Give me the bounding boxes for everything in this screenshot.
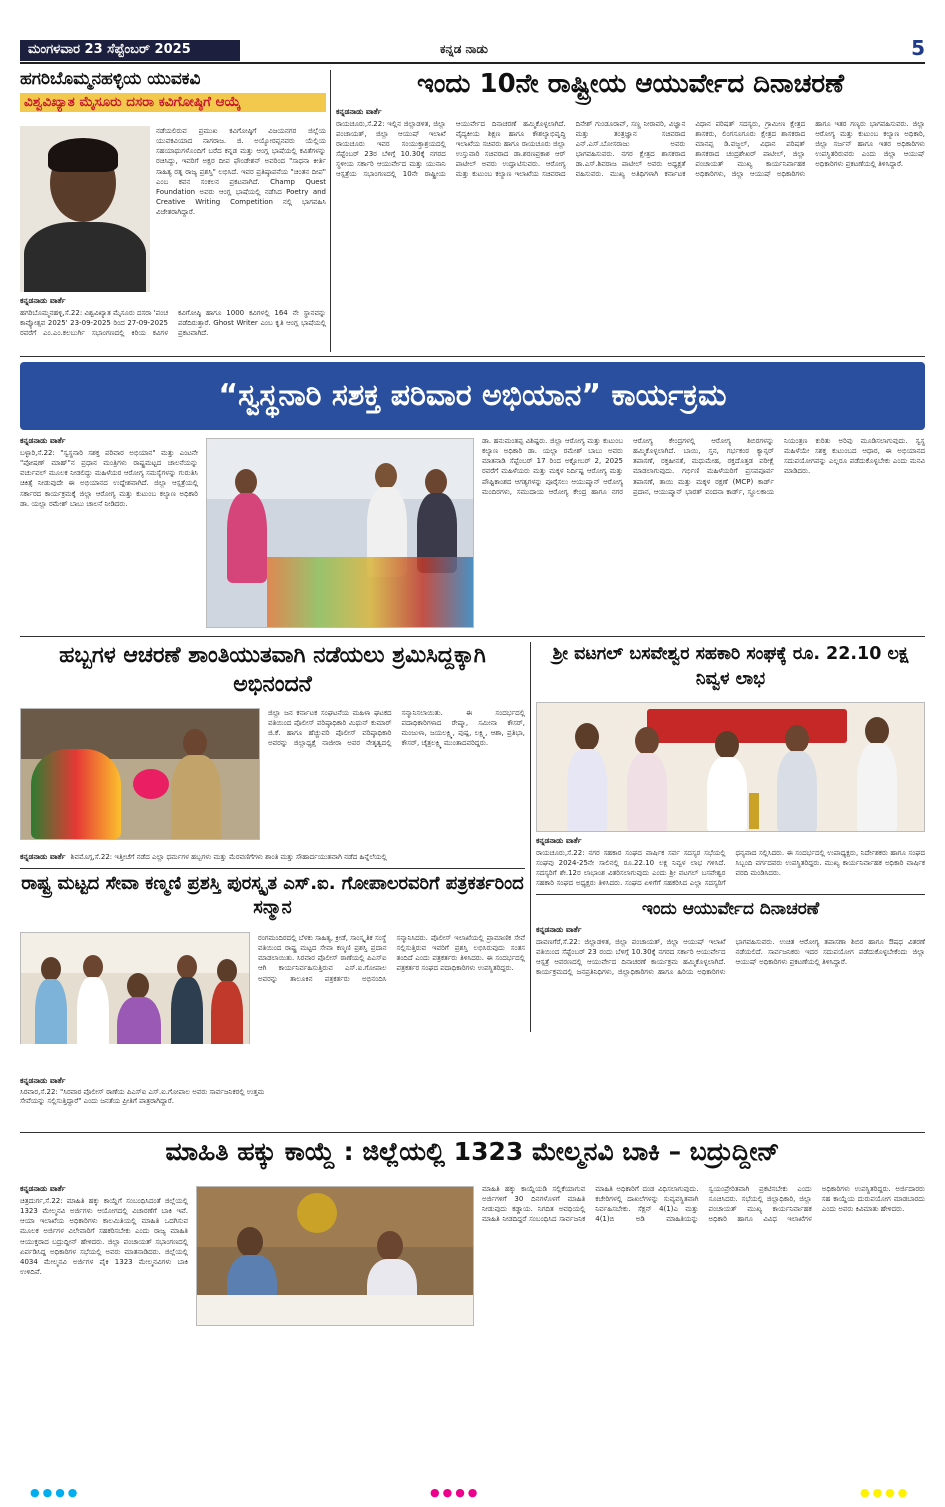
ayurveda-small-headline: ಇಂದು ಆಯುರ್ವೇದ ದಿನಾಚರಣೆ	[641, 900, 820, 919]
story-ayurveda-main	[336, 70, 925, 352]
section-rule	[20, 1132, 925, 1133]
rti-headline: ಮಾಹಿತಿ ಹಕ್ಕು ಕಾಯ್ದೆ : ಜಿಲ್ಲೆಯಲ್ಲಿ 1323 ಮೇಲ್ಮನವಿ ಬಾಕಿ – ಬದ್ರುದ್ದೀನ್	[165, 1138, 780, 1166]
poet-body-bottom: ಹಗರಿಬೊಮ್ಮನಹಳ್ಳಿ,ಸೆ.22: ವಿಶ್ವವಿಖ್ಯಾತ ಮೈಸೂರು ದಸರಾ 'ಪಂಚ ಕಾವ್ಯೋತ್ಸವ 2025' 23-09-2025 ರಿಂದ 27-09-2025 ರವರೆಗೆ ಎಂ.ಎಂ.ಕಲಬುರ್ಗಿ ಸಭಾಂಗಣದಲ್ಲಿ ಕಿರಿಯ ಕವಿಗಳ ಕವಿಗೋಷ್ಠಿ ಹಾಗೂ 1000 ಕವಿಗಳಲ್ಲಿ 164 ನೇ ಸ್ಥಾನವನ್ನು ಪಡೆದಿರುತ್ತಾರೆ. Ghost Writer ಎಂಬ ಕೃತಿ ಆಂಗ್ಲ ಭಾಷೆಯಲ್ಲಿ ಪ್ರಕಟವಾಗಿದೆ.	[20, 309, 326, 338]
swasthanari-headline: “ಸ್ವಸ್ಥನಾರಿ ಸಶಕ್ತ ಪರಿವಾರ ಅಭಿಯಾನ” ಕಾರ್ಯಕ್ರಮ	[218, 378, 727, 413]
ayurveda-small-body: ದಾವಣಗೆರೆ,ಸೆ.22: ಜಿಲ್ಲಾಡಳಿತ, ಜಿಲ್ಲಾ ಪಂಚಾಯತ್, ಜಿಲ್ಲಾ ಆಯುಷ್ ಇಲಾಖೆ ವತಿಯಿಂದ ಸೆಪ್ಟೆಂಬರ್ 23 ರಂದು ಬೆಳಿಗ್ಗೆ 10.30ಕ್ಕೆ ನಗರದ ಸರ್ಕಾರಿ ಆಯುರ್ವೇದ ಆಸ್ಪತ್ರೆ ಆವರಣದಲ್ಲಿ ಆಯುರ್ವೇದ ದಿನಾಚರಣೆ ಕಾರ್ಯಕ್ರಮ ಹಮ್ಮಿಕೊಳ್ಳಲಾಗಿದೆ. ಕಾರ್ಯಕ್ರಮದಲ್ಲಿ ಜನಪ್ರತಿನಿಧಿಗಳು, ಜಿಲ್ಲಾಧಿಕಾರಿಗಳು ಹಾಗೂ ಹಿರಿಯ ಅಧಿಕಾರಿಗಳು ಭಾಗವಹಿಸುವರು. ಉಚಿತ ಆರೋಗ್ಯ ತಪಾಸಣಾ ಶಿಬಿರ ಹಾಗೂ ಔಷಧ ವಿತರಣೆ ನಡೆಯಲಿದೆ. ಸಾರ್ವಜನಿಕರು ಇದರ ಸದುಪಯೋಗ ಪಡೆದುಕೊಳ್ಳಬೇಕೆಂದು ಜಿಲ್ಲಾ ಆಯುಷ್ ಅಧಿಕಾರಿಗಳು ಪ್ರಕಟಣೆಯಲ್ಲಿ ತಿಳಿಸಿದ್ದಾರೆ.	[536, 937, 925, 977]
page-header	[20, 36, 925, 64]
story-ayurveda-small	[536, 900, 925, 1126]
column-rule	[330, 70, 331, 352]
story-poet	[20, 70, 326, 352]
masthead: ಕನ್ನಡ ನಾಡು	[440, 42, 488, 56]
award-felicitation-photo	[20, 932, 250, 1044]
award-caption: ಸಿರವಾರ,ಸೆ.22: "ಸಿರವಾರ ಪೊಲೀಸ್ ಠಾಣೆಯ ಪಿಎಸ್‌ಐ ಎಸ್.ಐ.ಗೋಪಾಲ ಅವರು ಸಾರ್ವಜನಿಕರಲ್ಲಿ ಉತ್ತಮ ಸೇವೆಯನ್ನು ಸಲ್ಲಿಸುತ್ತಿದ್ದಾರೆ" ಎಂದು ಜನತೆಯ ಪ್ರೀತಿಗೆ ಪಾತ್ರರಾಗಿದ್ದಾರೆ.	[20, 1088, 265, 1106]
rti-meeting-photo	[196, 1186, 474, 1326]
rti-body-right: ಮಾಹಿತಿ ಹಕ್ಕು ಕಾಯ್ದೆಯಡಿ ಸಲ್ಲಿಕೆಯಾಗುವ ಅರ್ಜಿಗಳಿಗೆ 30 ದಿನಗಳೊಳಗೆ ಮಾಹಿತಿ ನೀಡುವುದು ಕಡ್ಡಾಯ. ನಿಗದಿತ ಅವಧಿಯಲ್ಲಿ ಮಾಹಿತಿ ನೀಡದಿದ್ದರೆ ಸಂಬಂಧಿಸಿದ ಸಾರ್ವಜನಿಕ ಮಾಹಿತಿ ಅಧಿಕಾರಿಗೆ ದಂಡ ವಿಧಿಸಲಾಗುವುದು. ಕಚೇರಿಗಳಲ್ಲಿ ದಾಖಲೆಗಳನ್ನು ಸುವ್ಯವಸ್ಥಿತವಾಗಿ ನಿರ್ವಹಿಸಬೇಕು. ಸೆಕ್ಷನ್ 4(1)ಎ ಮತ್ತು 4(1)ಬಿ ಅಡಿ ಮಾಹಿತಿಯನ್ನು ಸ್ವಯಂಪ್ರೇರಿತವಾಗಿ ಪ್ರಕಟಿಸಬೇಕು ಎಂದು ಸೂಚಿಸಿದರು. ಸಭೆಯಲ್ಲಿ ಜಿಲ್ಲಾಧಿಕಾರಿ, ಜಿಲ್ಲಾ ಪಂಚಾಯತ್ ಮುಖ್ಯ ಕಾರ್ಯನಿರ್ವಾಹಕ ಅಧಿಕಾರಿ ಹಾಗೂ ವಿವಿಧ ಇಲಾಖೆಗಳ ಅಧಿಕಾರಿಗಳು ಉಪಸ್ಥಿತರಿದ್ದರು. ಅರ್ಜಿದಾರರು ಸಹ ಕಾಯ್ದೆಯ ದುರುಪಯೋಗ ಮಾಡಬಾರದು ಎಂದು ಅವರು ಕಿವಿಮಾತು ಹೇಳಿದರು.	[482, 1185, 925, 1224]
stage-banner	[647, 709, 847, 743]
poet-hair	[48, 138, 118, 172]
festival-caption: ಶಿವಮೊಗ್ಗ,ಸೆ.22: ಇತ್ತೀಚೆಗೆ ನಡೆದ ಎಲ್ಲಾ ಧರ್ಮಗಳ ಹಬ್ಬಗಳು ಮತ್ತು ಮೆರವಣಿಗೆಗಳು ಶಾಂತಿ ಮತ್ತು ಸೌಹಾರ್ದಯುತವಾಗಿ ನಡೆದ ಹಿನ್ನೆಲೆಯಲ್ಲಿ	[70, 853, 387, 861]
story-rti	[20, 1138, 925, 1482]
issue-date: ಮಂಗಳವಾರ 23 ಸೆಪ್ಟೆಂಬರ್ 2025	[20, 40, 240, 61]
poet-headline-banner	[20, 93, 326, 112]
emblem	[297, 1193, 337, 1233]
meeting-table	[197, 1295, 474, 1326]
ayurveda-headline: ಇಂದು 10ನೇ ರಾಷ್ಟ್ರೀಯ ಆಯುರ್ವೇದ ದಿನಾಚರಣೆ	[416, 70, 845, 99]
poet-headline: ವಿಶ್ವವಿಖ್ಯಾತ ಮೈಸೂರು ದಸರಾ ಕವಿಗೋಷ್ಠಿಗೆ ಆಯ್ಕೆ	[24, 93, 241, 110]
story-festival	[20, 642, 525, 864]
swasthanari-body-left: ಬಳ್ಳಾರಿ,ಸೆ.22: "ಸ್ವಸ್ಥನಾರಿ ಸಶಕ್ತ ಪರಿವಾರ ಅಭಿಯಾನ" ಮತ್ತು ಎಂಟನೇ "ಪೋಷಣ್ ಮಾಹ್"ನ ಪ್ರಧಾನ ಮಂತ್ರಿಗಳು ರಾಷ್ಟ್ರಮಟ್ಟದ ಚಾಲನೆಯನ್ನು ವರ್ಚುವಲ್ ಮೂಲಕ ನೀಡಲಿದ್ದು ಮಹಿಳೆಯರ ಆರೋಗ್ಯ ಸಮಸ್ಯೆಗಳನ್ನು ಗುರುತಿಸಿ ಚಿಕಿತ್ಸೆ ನೀಡುವುದೇ ಈ ಅಭಿಯಾನದ ಉದ್ದೇಶವಾಗಿದೆ. ಜಿಲ್ಲಾ ಆಸ್ಪತ್ರೆಯಲ್ಲಿ ಸರ್ಕಾರದ ಕಾರ್ಯಕ್ರಮಕ್ಕೆ ಜಿಲ್ಲಾ ಆರೋಗ್ಯ ಮತ್ತು ಕುಟುಂಬ ಕಲ್ಯಾಣ ಅಧಿಕಾರಿ ಡಾ. ಯಲ್ಲಾ ರಮೇಶ್ ಬಾಬು ಚಾಲನೆ ನೀಡಿದರು.	[20, 449, 198, 508]
story-cooperative	[536, 642, 925, 890]
rti-body-left: ಚಿತ್ರದುರ್ಗ,ಸೆ.22: ಮಾಹಿತಿ ಹಕ್ಕು ಕಾಯ್ದೆಗೆ ಸಂಬಂಧಿಸಿದಂತೆ ಜಿಲ್ಲೆಯಲ್ಲಿ 1323 ಮೇಲ್ಮನವಿ ಅರ್ಜಿಗಳು ಆಯೋಗದಲ್ಲಿ ವಿಚಾರಣೆಗೆ ಬಾಕಿ ಇವೆ. ಆಯಾ ಇಲಾಖೆಯ ಅಧಿಕಾರಿಗಳು ಕಾಲಮಿತಿಯಲ್ಲಿ ಮಾಹಿತಿ ಒದಗಿಸುವ ಮೂಲಕ ಅರ್ಜಿಗಳ ವಿಲೇವಾರಿಗೆ ಸಹಕರಿಸಬೇಕು ಎಂದು ರಾಜ್ಯ ಮಾಹಿತಿ ಆಯುಕ್ತರಾದ ಬದ್ರುದ್ದೀನ್ ಹೇಳಿದರು. ಜಿಲ್ಲಾ ಪಂಚಾಯತ್ ಸಭಾಂಗಣದಲ್ಲಿ ಏರ್ಪಡಿಸಿದ್ದ ಅಧಿಕಾರಿಗಳ ಸಭೆಯಲ್ಲಿ ಅವರು ಮಾತನಾಡಿದರು. ಜಿಲ್ಲೆಯಲ್ಲಿ 4034 ಮೇಲ್ಮನವಿ ಅರ್ಜಿಗಳ ಪೈಕಿ 1323 ಮೇಲ್ಮನವಿಗಳು ಬಾಕಿ ಉಳಿದಿವೆ.	[20, 1197, 188, 1276]
swasthanari-event-photo	[206, 438, 474, 628]
seated-women-row	[267, 557, 474, 628]
poet-body-right: ನಡೆಯಲಿರುವ ಪ್ರಮುಖ ಕವಿಗೋಷ್ಠಿಗೆ ವಿಜಯನಗರ ಜಿಲ್ಲೆಯ ಯುವಕವಿಯಾದ ನಾಗರಾಜ. ಜಿ. ಅಯ್ಯೋರಪ್ಪನವರು ಯೆಲ್ಲಿಯ ಸಹಯಾಥುಗಳೊಂದಿಗೆ ಬರೆದ ಕನ್ನಡ ಮತ್ತು ಆಂಗ್ಲ ಭಾಷೆಯಲ್ಲಿ ಕವಿತೆಗಳನ್ನು ರಚಿಸಿದ್ದು, ಇವರಿಗೆ ಅಕ್ಷರ ದೀಪ ಫೌಂಡೇಶನ್ ಅವರಿಂದ "ಸಾಧನಾ ಕೀರ್ತಿ ಸಾಹಿತ್ಯ ರತ್ನ ರಾಜ್ಯ ಪ್ರಶಸ್ತಿ" ಲಭಿಸಿದೆ. ಇವರ ಪ್ರತಿಷ್ಠಾಪನೆಯ "ಚಿಂತನ ದೀಪ" ಎಂಬ ಕವನ ಸಂಕಲನ ಪ್ರಕಟವಾಗಿದೆ. Champ Quest Foundation ಅವರು ಆಂಗ್ಲ ಭಾಷೆಯಲ್ಲಿ ನಡೆಸಿದ Poetry and Creative Writing Competition ನಲ್ಲಿ ಭಾಗವಹಿಸಿ ವಿಜೇತರಾಗಿದ್ದಾರೆ.	[156, 127, 326, 217]
ayurveda-small-dateline: ಕನ್ನಡನಾಡು ವಾರ್ತೆ	[536, 924, 582, 934]
section-rule	[20, 868, 525, 869]
award-caption-block	[20, 1076, 525, 1128]
swasthanari-body-right: ಡಾ. ಹನುಮಂತಪ್ಪ ವಿಶಿಷ್ಟರು. ಜಿಲ್ಲಾ ಆರೋಗ್ಯ ಮತ್ತು ಕುಟುಂಬ ಕಲ್ಯಾಣ ಅಧಿಕಾರಿ ಡಾ. ಯಲ್ಲಾ ರಮೇಶ್ ಬಾಬು ಅವರು ಮಾತನಾಡಿ ಸೆಪ್ಟೆಂಬರ್ 17 ರಿಂದ ಅಕ್ಟೋಬರ್ 2, 2025 ರವರೆಗೆ ಮಹಿಳೆಯರು ಮತ್ತು ಮಕ್ಕಳ ನಿರ್ದಿಷ್ಟ ಆರೋಗ್ಯ ಮತ್ತು ಪೌಷ್ಟಿಕಾಂಶದ ಆಗತ್ಯಗಳನ್ನು ಪೂರೈಸಲು ಆಯುಷ್ಮಾನ್ ಆರೋಗ್ಯ ಮಂದಿರಗಳು, ಸಮುದಾಯ ಆರೋಗ್ಯ ಕೇಂದ್ರ ಹಾಗೂ ನಗರ ಆರೋಗ್ಯ ಕೇಂದ್ರಗಳಲ್ಲಿ ಆರೋಗ್ಯ ಶಿಬಿರಗಳನ್ನು ಹಮ್ಮಿಕೊಳ್ಳಲಾಗಿದೆ. ಬಾಯಿ, ಸ್ತನ, ಗರ್ಭಕಂಠ ಕ್ಯಾನ್ಸರ್ ತಪಾಸಣೆ, ರಕ್ತಹೀನತೆ, ಮಧುಮೇಹ, ರಕ್ತದೊತ್ತಡ ಪರೀಕ್ಷೆ ಮಾಡಲಾಗುವುದು. ಗರ್ಭಿಣಿ ಮಹಿಳೆಯರಿಗೆ ಪ್ರಸವಪೂರ್ವ ತಪಾಸಣೆ, ತಾಯಿ ಮತ್ತು ಮಕ್ಕಳ ರಕ್ಷಣೆ (MCP) ಕಾರ್ಡ್ ಪ್ರದಾನ, ಆಯುಷ್ಮಾನ್ ಭಾರತ್ ವಂದನಾ ಕಾರ್ಡ್, ಸ್ಥೂಲಕಾಯ ನಿಯಂತ್ರಣ ಕುರಿತು ಅರಿವು ಮೂಡಿಸಲಾಗುವುದು. ಸ್ವಸ್ಥ ಮಹಿಳೆಯೇ ಸಶಕ್ತ ಕುಟುಂಬದ ಆಧಾರ, ಈ ಅಭಿಯಾನದ ಸದುಪಯೋಗವನ್ನು ಎಲ್ಲರೂ ಪಡೆದುಕೊಳ್ಳಬೇಕು ಎಂದು ಮನವಿ ಮಾಡಿದರು.	[482, 437, 925, 496]
section-rule	[20, 356, 925, 357]
swasthanari-dateline: ಕನ್ನಡನಾಡು ವಾರ್ತೆ	[20, 436, 66, 445]
section-rule	[20, 636, 925, 637]
print-registration-dots-right: ●●●●	[860, 1486, 911, 1499]
cooperative-body: ರಾಯಚೂರು,ಸೆ.22: ನಗರ ಸಹಕಾರ ಸಂಘದ ವಾರ್ಷಿಕ ಸರ್ವ ಸದಸ್ಯರ ಸಭೆಯಲ್ಲಿ ಸಂಘವು 2024-25ನೇ ಸಾಲಿನಲ್ಲಿ ರೂ.22.10 ಲಕ್ಷ ನಿವ್ವಳ ಲಾಭ ಗಳಿಸಿದೆ. ಸದಸ್ಯರಿಗೆ ಶೇ.12ರ ಲಾಭಾಂಶ ವಿತರಿಸಲಾಗುವುದು ಎಂದು ಶ್ರೀ ವಟಗಲ್ ಬಸವೇಶ್ವರ ಸಹಕಾರಿ ಸಂಘದ ಅಧ್ಯಕ್ಷರು ತಿಳಿಸಿದರು. ಸಂಘದ ಏಳಿಗೆಗೆ ಸಹಕರಿಸಿದ ಎಲ್ಲಾ ಸದಸ್ಯರಿಗೆ ಧನ್ಯವಾದ ಸಲ್ಲಿಸಿದರು. ಈ ಸಂದರ್ಭದಲ್ಲಿ ಉಪಾಧ್ಯಕ್ಷರು, ನಿರ್ದೇಶಕರು ಹಾಗೂ ಸಂಘದ ಸಿಬ್ಬಂದಿ ವರ್ಗದವರು ಉಪಸ್ಥಿತರಿದ್ದರು. ಮುಖ್ಯ ಕಾರ್ಯನಿರ್ವಾಹಕ ಅಧಿಕಾರಿ ವಾರ್ಷಿಕ ವರದಿ ಮಂಡಿಸಿದರು.	[536, 849, 925, 888]
poet-dateline: ಕನ್ನಡನಾಡು ವಾರ್ತೆ	[20, 296, 66, 305]
poet-kicker: ಹಗರಿಬೊಮ್ಮನಹಳ್ಳಿಯ ಯುವಕವಿ	[20, 70, 201, 89]
award-body: ರಂಗಮಂದಿರದಲ್ಲಿ ಬೆಳಕು ಸಾಹಿತ್ಯ, ಕ್ರೀಡೆ, ಸಾಂಸ್ಕೃತಿಕ ಸಂಸ್ಥೆ ವತಿಯಿಂದ ರಾಷ್ಟ್ರ ಮಟ್ಟದ ಸೇವಾ ಕಣ್ಮಣಿ ಪ್ರಶಸ್ತಿ ಪ್ರದಾನ ಮಾಡಲಾಯಿತು. ಸಿರವಾರ ಪೊಲೀಸ್ ಠಾಣೆಯಲ್ಲಿ ಪಿಎಸ್‌ಐ ಆಗಿ ಕಾರ್ಯನಿರ್ವಹಿಸುತ್ತಿರುವ ಎಸ್.ಐ.ಗೋಪಾಲ ಅವರನ್ನು ತಾಲೂಕಿನ ಪತ್ರಕರ್ತರು ಅಭಿನಂದಿಸಿ ಸನ್ಮಾನಿಸಿದರು. ಪೊಲೀಸ್ ಇಲಾಖೆಯಲ್ಲಿ ಪ್ರಾಮಾಣಿಕ ಸೇವೆ ಸಲ್ಲಿಸುತ್ತಿರುವ ಇವರಿಗೆ ಪ್ರಶಸ್ತಿ ಲಭಿಸಿರುವುದು ಸಂತಸ ತಂದಿದೆ ಎಂದು ಪತ್ರಕರ್ತರು ತಿಳಿಸಿದರು. ಈ ಸಂದರ್ಭದಲ್ಲಿ ಪತ್ರಕರ್ತರ ಸಂಘದ ಪದಾಧಿಕಾರಿಗಳು ಉಪಸ್ಥಿತರಿದ್ದರು.	[258, 934, 525, 983]
swasthanari-banner	[20, 362, 925, 430]
poet-shirt	[24, 222, 146, 292]
oil-lamp	[749, 793, 759, 829]
poet-portrait-photo	[20, 126, 150, 292]
cooperative-dateline: ಕನ್ನಡನಾಡು ವಾರ್ತೆ	[536, 836, 582, 845]
festival-dateline: ಕನ್ನಡನಾಡು ವಾರ್ತೆ	[20, 852, 66, 861]
page-number: 5	[911, 36, 925, 60]
ayurveda-dateline: ಕನ್ನಡನಾಡು ವಾರ್ತೆ	[336, 106, 382, 116]
rti-dateline: ಕನ್ನಡನಾಡು ವಾರ್ತೆ	[20, 1184, 66, 1193]
festival-body: ಜಿಲ್ಲಾ ಜನ ಕರ್ನಾಟಕ ಸಂಘಟನೆಯ ಮಹಿಳಾ ಘಟಕದ ವತಿಯಿಂದ ಪೊಲೀಸ್ ವರಿಷ್ಠಾಧಿಕಾರಿ ಮಿಥುನ್ ಕುಮಾರ್ ಜಿ.ಕೆ. ಹಾಗೂ ಹೆಚ್ಚುವರಿ ಪೊಲೀಸ್ ವರಿಷ್ಠಾಧಿಕಾರಿ ಅವರನ್ನು ಜಿಲ್ಲಾಧ್ಯಕ್ಷೆ ನಾಜೀರಾ ಅವರ ನೇತೃತ್ವದಲ್ಲಿ ಸನ್ಮಾನಿಸಲಾಯಿತು. ಈ ಸಂದರ್ಭದಲ್ಲಿ ಪದಾಧಿಕಾರಿಗಳಾದ ರೇಷ್ಮಾ, ಸಮೀನಾ ಕೌಸರ್, ಮಂಜುಳಾ, ಜಯಲಕ್ಷ್ಮಿ, ಪುಷ್ಪ, ಲಕ್ಷ್ಮಿ, ಆಶಾ, ಪ್ರತಿಭಾ, ಕೌಸರ್, ಚೈತ್ರಲಕ್ಷ್ಮಿ ಮುಂತಾದವರಿದ್ದರು.	[268, 709, 525, 748]
festival-felicitation-photo	[20, 708, 260, 840]
festival-headline: ಹಬ್ಬಗಳ ಆಚರಣೆ ಶಾಂತಿಯುತವಾಗಿ ನಡೆಯಲು ಶ್ರಮಿಸಿದ್ದಕ್ಕಾಗಿ ಅಭಿನಂದನೆ	[59, 643, 486, 697]
cooperative-headline: ಶ್ರೀ ವಟಗಲ್ ಬಸವೇಶ್ವರ ಸಹಕಾರಿ ಸಂಘಕ್ಕೆ ರೂ. 22.10 ಲಕ್ಷ ನಿವ್ವಳ ಲಾಭ	[552, 644, 909, 689]
award-headline: ರಾಷ್ಟ್ರ ಮಟ್ಟದ ಸೇವಾ ಕಣ್ಮಣಿ ಪ್ರಶಸ್ತಿ ಪುರಸ್ಕೃತ ಎಸ್.ಐ. ಗೋಪಾಲರವರಿಗೆ ಪತ್ರಕರ್ತರಿಂದ ಸನ್ಮಾನ	[21, 873, 524, 919]
column-rule	[530, 642, 531, 1032]
print-registration-dots-center: ●●●●	[430, 1486, 481, 1499]
print-registration-dots-left: ●●●●	[30, 1486, 81, 1499]
story-swasthanari	[20, 436, 925, 632]
cooperative-lamp-lighting-photo	[536, 702, 925, 832]
award-dateline: ಕನ್ನಡನಾಡು ವಾರ್ತೆ	[20, 1076, 66, 1085]
section-rule	[536, 894, 925, 895]
flower-bouquet	[133, 769, 169, 799]
ayurveda-body: ರಾಯಚೂರು,ಸೆ.22: ಇಲ್ಲಿನ ಜಿಲ್ಲಾಡಳಿತ, ಜಿಲ್ಲಾ ಪಂಚಾಯತ್, ಜಿಲ್ಲಾ ಆಯುಷ್ ಇಲಾಖೆ ರಾಯಚೂರು ಇವರ ಸಂಯುಕ್ತಾಶ್ರಯದಲ್ಲಿ ಸೆಪ್ಟೆಂಬರ್ 23ರ ಬೆಳಿಗ್ಗೆ 10.30ಕ್ಕೆ ನಗರದ ಸ್ಥಳೀಯ ಸರ್ಕಾರಿ ಆಯುರ್ವೇದ ಮತ್ತು ಯುನಾನಿ ಆಸ್ಪತ್ರೆಯ ಸಭಾಂಗಣದಲ್ಲಿ 10ನೇ ರಾಷ್ಟ್ರೀಯ ಆಯುರ್ವೇದ ದಿನಾಚರಣೆ ಹಮ್ಮಿಕೊಳ್ಳಲಾಗಿದೆ. ವೈದ್ಯಕೀಯ ಶಿಕ್ಷಣ ಹಾಗೂ ಕೌಶಲ್ಯಾಭಿವೃದ್ಧಿ ಇಲಾಖೆಯ ಸಚಿವರು ಹಾಗೂ ರಾಯಚೂರು ಜಿಲ್ಲಾ ಉಸ್ತುವಾರಿ ಸಚಿವರಾದ ಡಾ.ಶರಣಪ್ರಕಾಶ ಆರ್ ಪಾಟೀಲ್ ಅವರು ಉದ್ಘಾಟಿಸುವರು. ಆರೋಗ್ಯ ಮತ್ತು ಕುಟುಂಬ ಕಲ್ಯಾಣ ಇಲಾಖೆಯ ಸಚಿವರಾದ ದಿನೇಶ್ ಗುಂಡೂರಾವ್, ಸಣ್ಣ ನೀರಾವರಿ, ವಿಜ್ಞಾನ ಮತ್ತು ತಂತ್ರಜ್ಞಾನ ಸಚಿವರಾದ ಎನ್.ಎಸ್.ಬೋಸರಾಜು ಅವರು ಭಾಗವಹಿಸುವರು. ನಗರ ಕ್ಷೇತ್ರದ ಶಾಸಕರಾದ ಡಾ.ಎಸ್.ಶಿವರಾಜ ಪಾಟೀಲ್ ಅವರು ಅಧ್ಯಕ್ಷತೆ ವಹಿಸುವರು. ಮುಖ್ಯ ಅತಿಥಿಗಳಾಗಿ ಕರ್ನಾಟಕ ವಿಧಾನ ಪರಿಷತ್ ಸದಸ್ಯರು, ಗ್ರಾಮೀಣ ಕ್ಷೇತ್ರದ ಶಾಸಕರು, ಲಿಂಗಸೂಗೂರು ಕ್ಷೇತ್ರದ ಶಾಸಕರಾದ ಮಾನಪ್ಪ ಡಿ.ವಜ್ಜಲ್, ವಿಧಾನ ಪರಿಷತ್ ಶಾಸಕರಾದ ಚಂದ್ರಶೇಖರ್ ಪಾಟೀಲ್, ಜಿಲ್ಲಾ ಪಂಚಾಯತ್ ಮುಖ್ಯ ಕಾರ್ಯನಿರ್ವಾಹಕ ಅಧಿಕಾರಿಗಳು, ಜಿಲ್ಲಾ ಆಯುಷ್ ಅಧಿಕಾರಿಗಳು ಹಾಗೂ ಇತರ ಗಣ್ಯರು ಭಾಗವಹಿಸುವರು. ಜಿಲ್ಲಾ ಆರೋಗ್ಯ ಮತ್ತು ಕುಟುಂಬ ಕಲ್ಯಾಣ ಅಧಿಕಾರಿ, ಜಿಲ್ಲಾ ಸರ್ಜನ್ ಹಾಗೂ ಇತರ ಅಧಿಕಾರಿಗಳು ಉಪಸ್ಥಿತರಿರುವರು ಎಂದು ಜಿಲ್ಲಾ ಆಯುಷ್ ಅಧಿಕಾರಿಗಳು ಪ್ರಕಟಣೆಯಲ್ಲಿ ತಿಳಿಸಿದ್ದಾರೆ.	[336, 119, 925, 179]
